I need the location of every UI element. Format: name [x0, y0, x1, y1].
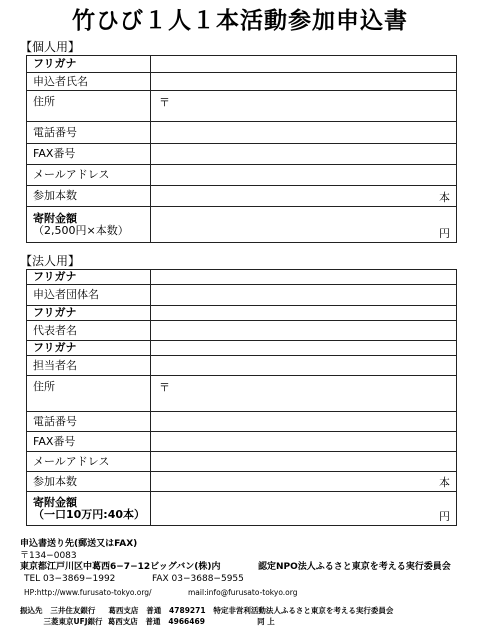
- corp-count-unit: 本: [439, 476, 450, 489]
- bank-line-1: 振込先 三井住友銀行 葛西支店 普通 4789271 特定非営利活動法人ふるさと東京を考える実行委員会: [20, 606, 394, 615]
- org-name: 認定NPO法人ふるさと東京を考える実行委員会: [258, 562, 451, 572]
- org-name-field[interactable]: [151, 285, 457, 306]
- org-furigana-label: フリガナ: [27, 270, 151, 285]
- bank-line-2: 三菱東京UFJ銀行 葛西支店 普通 4966469 同 上: [20, 617, 275, 626]
- amount-label: [27, 207, 151, 243]
- corp-amount-unit: 円: [439, 510, 450, 523]
- phone-label: 電話番号: [27, 122, 151, 144]
- count-unit: 本: [439, 191, 450, 204]
- corp-amount-field[interactable]: [151, 492, 457, 526]
- corp-count-field[interactable]: [151, 472, 457, 492]
- corp-count-label: 参加本数: [27, 472, 151, 492]
- corp-email-label: メールアドレス: [27, 452, 151, 472]
- send-address: 東京都江戸川区中葛西6−7−12ビッグバン(株)内: [20, 562, 221, 572]
- rep-furigana-field[interactable]: [151, 306, 457, 321]
- rep-furigana-label: フリガナ: [27, 306, 151, 321]
- amount-label-formula: （2,500円×本数）: [33, 223, 129, 237]
- corp-postal-mark: 〒: [159, 381, 170, 394]
- postal-mark: 〒: [159, 96, 170, 109]
- corp-address-label: 住所: [27, 376, 151, 412]
- corporate-form-table: [26, 269, 457, 526]
- corp-amount-label-title: 寄附金額: [33, 495, 77, 509]
- furigana-label: フリガナ: [27, 56, 151, 73]
- corp-phone-label: 電話番号: [27, 412, 151, 432]
- contact-name-field[interactable]: [151, 356, 457, 376]
- applicant-name-label: 申込者氏名: [27, 73, 151, 91]
- address-field[interactable]: [151, 91, 457, 122]
- corp-amount-label-formula: （一口10万円:40本）: [33, 507, 146, 521]
- personal-section-label: 【個人用】: [20, 40, 81, 54]
- contact-furigana-label: フリガナ: [27, 341, 151, 356]
- mail-link[interactable]: mail:info@furusato-tokyo.org: [188, 588, 298, 597]
- postal-code: 〒134−0083: [20, 551, 77, 561]
- homepage-link[interactable]: HP:http://www.furusato-tokyo.org/: [24, 588, 152, 597]
- amount-field[interactable]: [151, 207, 457, 243]
- email-label: メールアドレス: [27, 165, 151, 186]
- org-furigana-field[interactable]: [151, 270, 457, 285]
- furigana-field[interactable]: [151, 56, 457, 73]
- count-label: 参加本数: [27, 186, 151, 207]
- org-name-label: 申込者団体名: [27, 285, 151, 306]
- personal-form-table: [26, 55, 457, 243]
- fax-field[interactable]: [151, 144, 457, 165]
- address-label: 住所: [27, 91, 151, 122]
- send-to-label: 申込書送り先(郵送又はFAX): [20, 539, 138, 549]
- contact-furigana-field[interactable]: [151, 341, 457, 356]
- amount-label-title: 寄附金額: [33, 211, 77, 225]
- count-field[interactable]: [151, 186, 457, 207]
- form-title: 竹ひび１人１本活動参加申込書: [72, 8, 408, 34]
- corp-email-field[interactable]: [151, 452, 457, 472]
- corp-amount-label: [27, 492, 151, 526]
- contact-name-label: 担当者名: [27, 356, 151, 376]
- applicant-name-field[interactable]: [151, 73, 457, 91]
- corporate-section-label: 【法人用】: [20, 254, 81, 268]
- tel-number: TEL 03−3869−1992: [24, 574, 116, 584]
- phone-field[interactable]: [151, 122, 457, 144]
- email-field[interactable]: [151, 165, 457, 186]
- rep-name-label: 代表者名: [27, 321, 151, 341]
- corp-address-field[interactable]: [151, 376, 457, 412]
- fax-number: FAX 03−3688−5955: [152, 574, 244, 584]
- corp-fax-label: FAX番号: [27, 432, 151, 452]
- corp-fax-field[interactable]: [151, 432, 457, 452]
- corp-phone-field[interactable]: [151, 412, 457, 432]
- rep-name-field[interactable]: [151, 321, 457, 341]
- fax-label: FAX番号: [27, 144, 151, 165]
- amount-unit: 円: [439, 227, 450, 240]
